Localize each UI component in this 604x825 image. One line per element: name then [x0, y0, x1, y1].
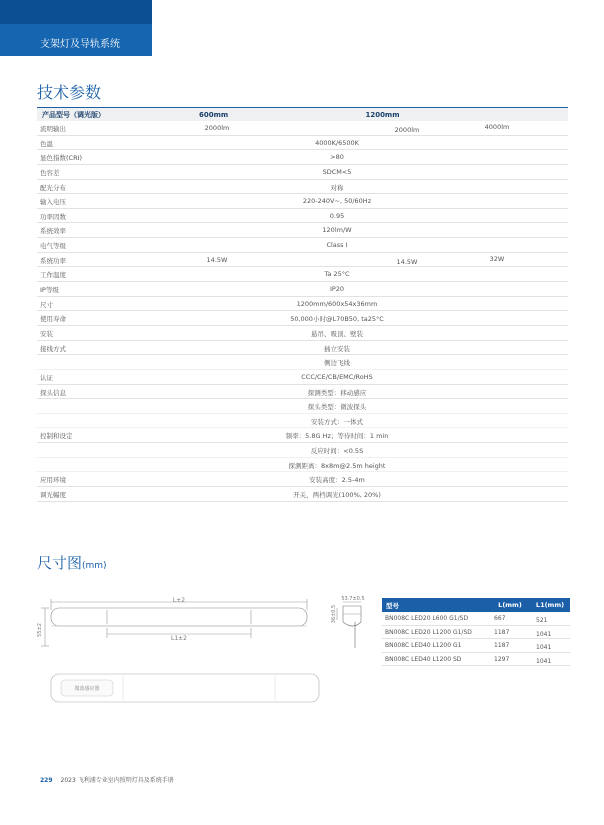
- spec-row: [37, 458, 568, 473]
- header-600: 600mm: [199, 110, 229, 119]
- spec-row-label: 控制和设定: [40, 432, 73, 441]
- header-1200: 1200mm: [365, 110, 400, 119]
- spec-row-value: 对称: [330, 183, 344, 192]
- spec-row-value: 探测距离：8x8m@2.5m height: [288, 461, 386, 470]
- spec-row-value-v1200a: 14.5W: [396, 257, 418, 266]
- model-cell-model: BN008C LED40 L1200 G1: [385, 642, 462, 649]
- spec-row-value: 插立安装: [324, 344, 350, 353]
- spec-row: [37, 428, 568, 443]
- spec-row-label: 显色指数(CRI): [40, 154, 83, 163]
- spec-row-value-v600: 14.5W: [206, 255, 228, 264]
- dimension-title-text: 尺寸图: [37, 554, 83, 572]
- dimension-title: [37, 552, 107, 573]
- section-title: 支架灯及导轨系统: [40, 39, 120, 50]
- model-cell-l: 667: [494, 615, 506, 622]
- spec-row-value: 120lm/W: [322, 226, 352, 235]
- spec-row: [37, 399, 568, 414]
- spec-row: [37, 282, 568, 297]
- spec-row-value: CCC/CE/CB/EMC/RoHS: [301, 372, 373, 381]
- model-header-l: L(mm): [498, 601, 522, 609]
- spec-row-value: 探头类型：微波探头: [307, 403, 367, 412]
- model-cell-model: BN008C LED20 L1200 G1/SD: [385, 628, 472, 636]
- model-rows: [382, 612, 570, 666]
- header-model: 产品型号（调光版）: [42, 110, 105, 119]
- model-cell-l: 1297: [494, 655, 510, 663]
- spec-row: [37, 443, 568, 458]
- model-header-l1: L1(mm): [535, 601, 565, 609]
- drawing-label-l1: L1±2: [170, 635, 188, 642]
- spec-row-label: 系统效率: [40, 227, 66, 236]
- model-table: [382, 598, 570, 666]
- spec-row-value-v600: 2000lm: [204, 124, 230, 132]
- model-cell-l1: 521: [536, 617, 548, 624]
- model-cell-model: BN008C LED40 L1200 SD: [385, 655, 462, 663]
- drawing-label-height: 36±0.5: [331, 604, 337, 624]
- spec-row: [37, 370, 568, 385]
- spec-row-value-v1200b: 4000lm: [484, 123, 510, 131]
- spec-row: [37, 472, 568, 487]
- spec-row: [37, 297, 568, 312]
- model-table-header: [382, 598, 570, 612]
- spec-row-value: 安装高度：2.5-4m: [309, 476, 365, 485]
- drawing-label-l: L±2: [172, 597, 186, 604]
- spec-row-value: 频率：5.8G Hz；等待时间：1 min: [285, 432, 389, 441]
- model-row: [382, 653, 570, 667]
- model-cell-l: 1187: [494, 642, 510, 649]
- spec-row: [37, 385, 568, 400]
- spec-row-label: 安装: [40, 329, 53, 338]
- spec-row: [37, 414, 568, 429]
- spec-row: [37, 150, 568, 165]
- spec-row-value: SDCM<5: [322, 167, 352, 176]
- spec-row-value-v1200a: 2000lm: [394, 126, 420, 134]
- spec-row-value: 1200mm/600x54x36mm: [296, 299, 378, 308]
- drawing-label-depth: 53.7±0.5: [341, 596, 365, 602]
- spec-row: [37, 209, 568, 224]
- spec-row-label: 接线方式: [40, 344, 66, 353]
- spec-title: 技术参数: [37, 83, 102, 102]
- dimension-drawing: [37, 596, 367, 714]
- spec-table-header: [37, 107, 568, 121]
- page-number: 229: [40, 777, 53, 784]
- model-row: [382, 612, 570, 626]
- spec-row-value: 探测类型：移动感应: [307, 388, 367, 397]
- spec-row: [37, 121, 568, 136]
- spec-row: [37, 223, 568, 238]
- spec-row-label: 探头信息: [40, 388, 66, 397]
- spec-row-value: 反应时间：<0.5S: [310, 447, 364, 456]
- spec-row-value: 安装方式：一体式: [311, 417, 363, 426]
- spec-row-value: 4000K/6500K: [315, 138, 359, 147]
- spec-row-value: IP20: [329, 285, 345, 294]
- spec-row-label: 功率因数: [40, 212, 66, 221]
- spec-row-value: 220-240V~, 50/60Hz: [302, 197, 372, 206]
- spec-row-label: 工作温度: [40, 271, 66, 280]
- footer-text: 2023 飞利浦专业室内照明灯具及系统手册: [60, 777, 174, 784]
- spec-row-label: 色温: [40, 139, 53, 148]
- model-cell-l: 1187: [494, 628, 510, 636]
- spec-row-label: 认证: [40, 373, 53, 382]
- spec-row: [37, 136, 568, 151]
- drawing-label-width: 55±2: [37, 623, 43, 637]
- spec-row: [37, 165, 568, 180]
- model-cell-l1: 1041: [536, 630, 552, 638]
- spec-row-label: 系统功率: [40, 256, 66, 265]
- spec-row-label: 配光分布: [40, 183, 66, 192]
- spec-row-value: 侧边飞线: [324, 359, 350, 368]
- spec-row: [37, 238, 568, 253]
- spec-row-value: Ta 25°C: [324, 270, 350, 279]
- spec-row-value: 开关，两档调光(100%, 20%): [293, 491, 381, 500]
- spec-row-label: 流明输出: [40, 125, 66, 133]
- spec-row-value: Class I: [326, 241, 348, 250]
- spec-row: [37, 341, 568, 356]
- spec-rows: [37, 121, 568, 502]
- spec-row-label: 使用寿命: [40, 315, 66, 324]
- spec-table: [37, 107, 568, 502]
- footer: [40, 775, 174, 784]
- model-cell-l1: 1041: [536, 657, 552, 665]
- spec-row-label: 输入电压: [40, 198, 66, 207]
- model-header-model: 型号: [386, 601, 399, 610]
- model-cell-l1: 1041: [536, 644, 552, 651]
- spec-row-label: 电气等级: [40, 242, 66, 251]
- spec-row-label: 调光幅度: [40, 491, 66, 500]
- spec-row: [37, 487, 568, 502]
- spec-row-value: >80: [330, 153, 344, 162]
- model-row: [382, 639, 570, 653]
- spec-row: [37, 326, 568, 341]
- model-cell-model: BN008C LED20 L600 G1/SD: [385, 615, 469, 622]
- spec-row: [37, 194, 568, 209]
- spec-row-label: 尺寸: [40, 300, 53, 309]
- spec-row-label: 应用环境: [40, 476, 66, 485]
- spec-row-value: 悬吊、吸顶、壁装: [311, 329, 363, 338]
- section-band-top: [0, 0, 152, 24]
- drawing-label-sensor: 微波感应器: [74, 686, 100, 692]
- spec-row: [37, 355, 568, 370]
- spec-row: [37, 253, 568, 268]
- spec-row-value: 0.95: [329, 211, 345, 220]
- spec-row-label: IP等级: [40, 286, 59, 295]
- spec-row-label: 色容差: [40, 168, 60, 177]
- spec-row: [37, 180, 568, 195]
- dimension-unit: (mm): [82, 561, 107, 571]
- spec-row: [37, 267, 568, 282]
- model-row: [382, 626, 570, 640]
- spec-row: [37, 311, 568, 326]
- spec-row-value: 50,000小时@L70B50, ta25°C: [290, 315, 384, 324]
- spec-row-value-v1200b: 32W: [489, 254, 505, 263]
